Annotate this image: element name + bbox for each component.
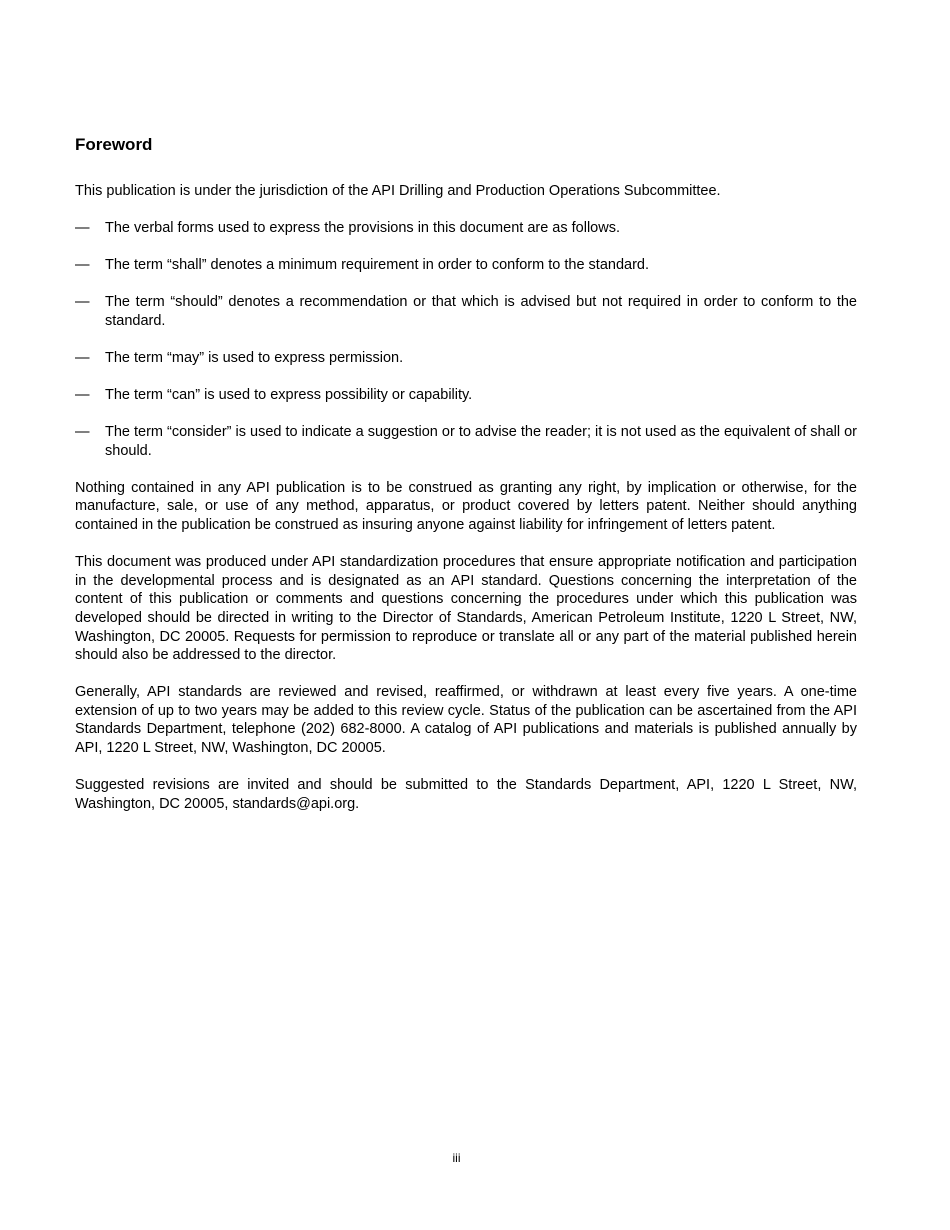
document-page <box>75 134 857 832</box>
list-item <box>75 256 857 275</box>
list-item-text: The term “should” denotes a recommendation or that which is advised but not required in order to conform to the standard. <box>105 294 857 329</box>
list-item <box>75 293 857 330</box>
standardization-paragraph: This document was produced under API standardization procedures that ensure appropriate notification and participation in the developmental process and is designated as an API standard. Questions concerning the interpretation of the content of this publication or comments and questions concerning the procedures under which this publication was developed should be directed in writing to the Director of Standards, American Petroleum Institute, 1220 L Street, NW, Washington, DC 20005. Requests for permission to reproduce or translate all or any part of the material published herein should also be addressed to the director. <box>75 554 857 664</box>
patent-paragraph: Nothing contained in any API publication is to be construed as granting any right, by implication or otherwise, for the manufacture, sale, or use of any method, apparatus, or product covered by letters patent. Neither should anything contained in the publication be construed as insuring anyone against liability for infringement of letters patent. <box>75 479 857 534</box>
verbal-forms-list <box>75 219 857 460</box>
list-item-text: The term “can” is used to express possibility or capability. <box>105 387 473 404</box>
list-item <box>75 386 857 405</box>
list-item <box>75 349 857 368</box>
list-item-text: The term “may” is used to express permission. <box>105 349 404 366</box>
dash-bullet: — <box>75 349 90 366</box>
page-number: iii <box>452 1151 461 1165</box>
suggested-revisions-paragraph: Suggested revisions are invited and should be submitted to the Standards Department, API, 1220 L Street, NW, Washington, DC 20005, standards@api.org. <box>75 777 857 812</box>
dash-bullet: — <box>75 220 90 237</box>
review-cycle-paragraph: Generally, API standards are reviewed and revised, reaffirmed, or withdrawn at least every five years. A one-time extension of up to two years may be added to this review cycle. Status of the publication can be ascertained from the API Standards Department, telephone (202) 682-8000. A catalog of API publications and materials is published annually by API, 1220 L Street, NW, Washington, DC 20005. <box>75 684 857 756</box>
list-item-text: The term “consider” is used to indicate a suggestion or to advise the reader; it is not used as the equivalent of shall or should. <box>105 424 857 459</box>
list-item <box>75 423 857 460</box>
intro-paragraph: This publication is under the jurisdiction of the API Drilling and Production Operations Subcommittee. <box>75 183 721 199</box>
dash-bullet: — <box>75 387 90 404</box>
list-item-text: The term “shall” denotes a minimum requirement in order to conform to the standard. <box>105 257 649 274</box>
dash-bullet: — <box>75 257 90 274</box>
page-title: Foreword <box>75 135 153 154</box>
dash-bullet: — <box>75 294 90 311</box>
list-item-text: The verbal forms used to express the provisions in this document are as follows. <box>105 220 620 237</box>
dash-bullet: — <box>75 424 90 441</box>
list-item <box>75 219 857 238</box>
